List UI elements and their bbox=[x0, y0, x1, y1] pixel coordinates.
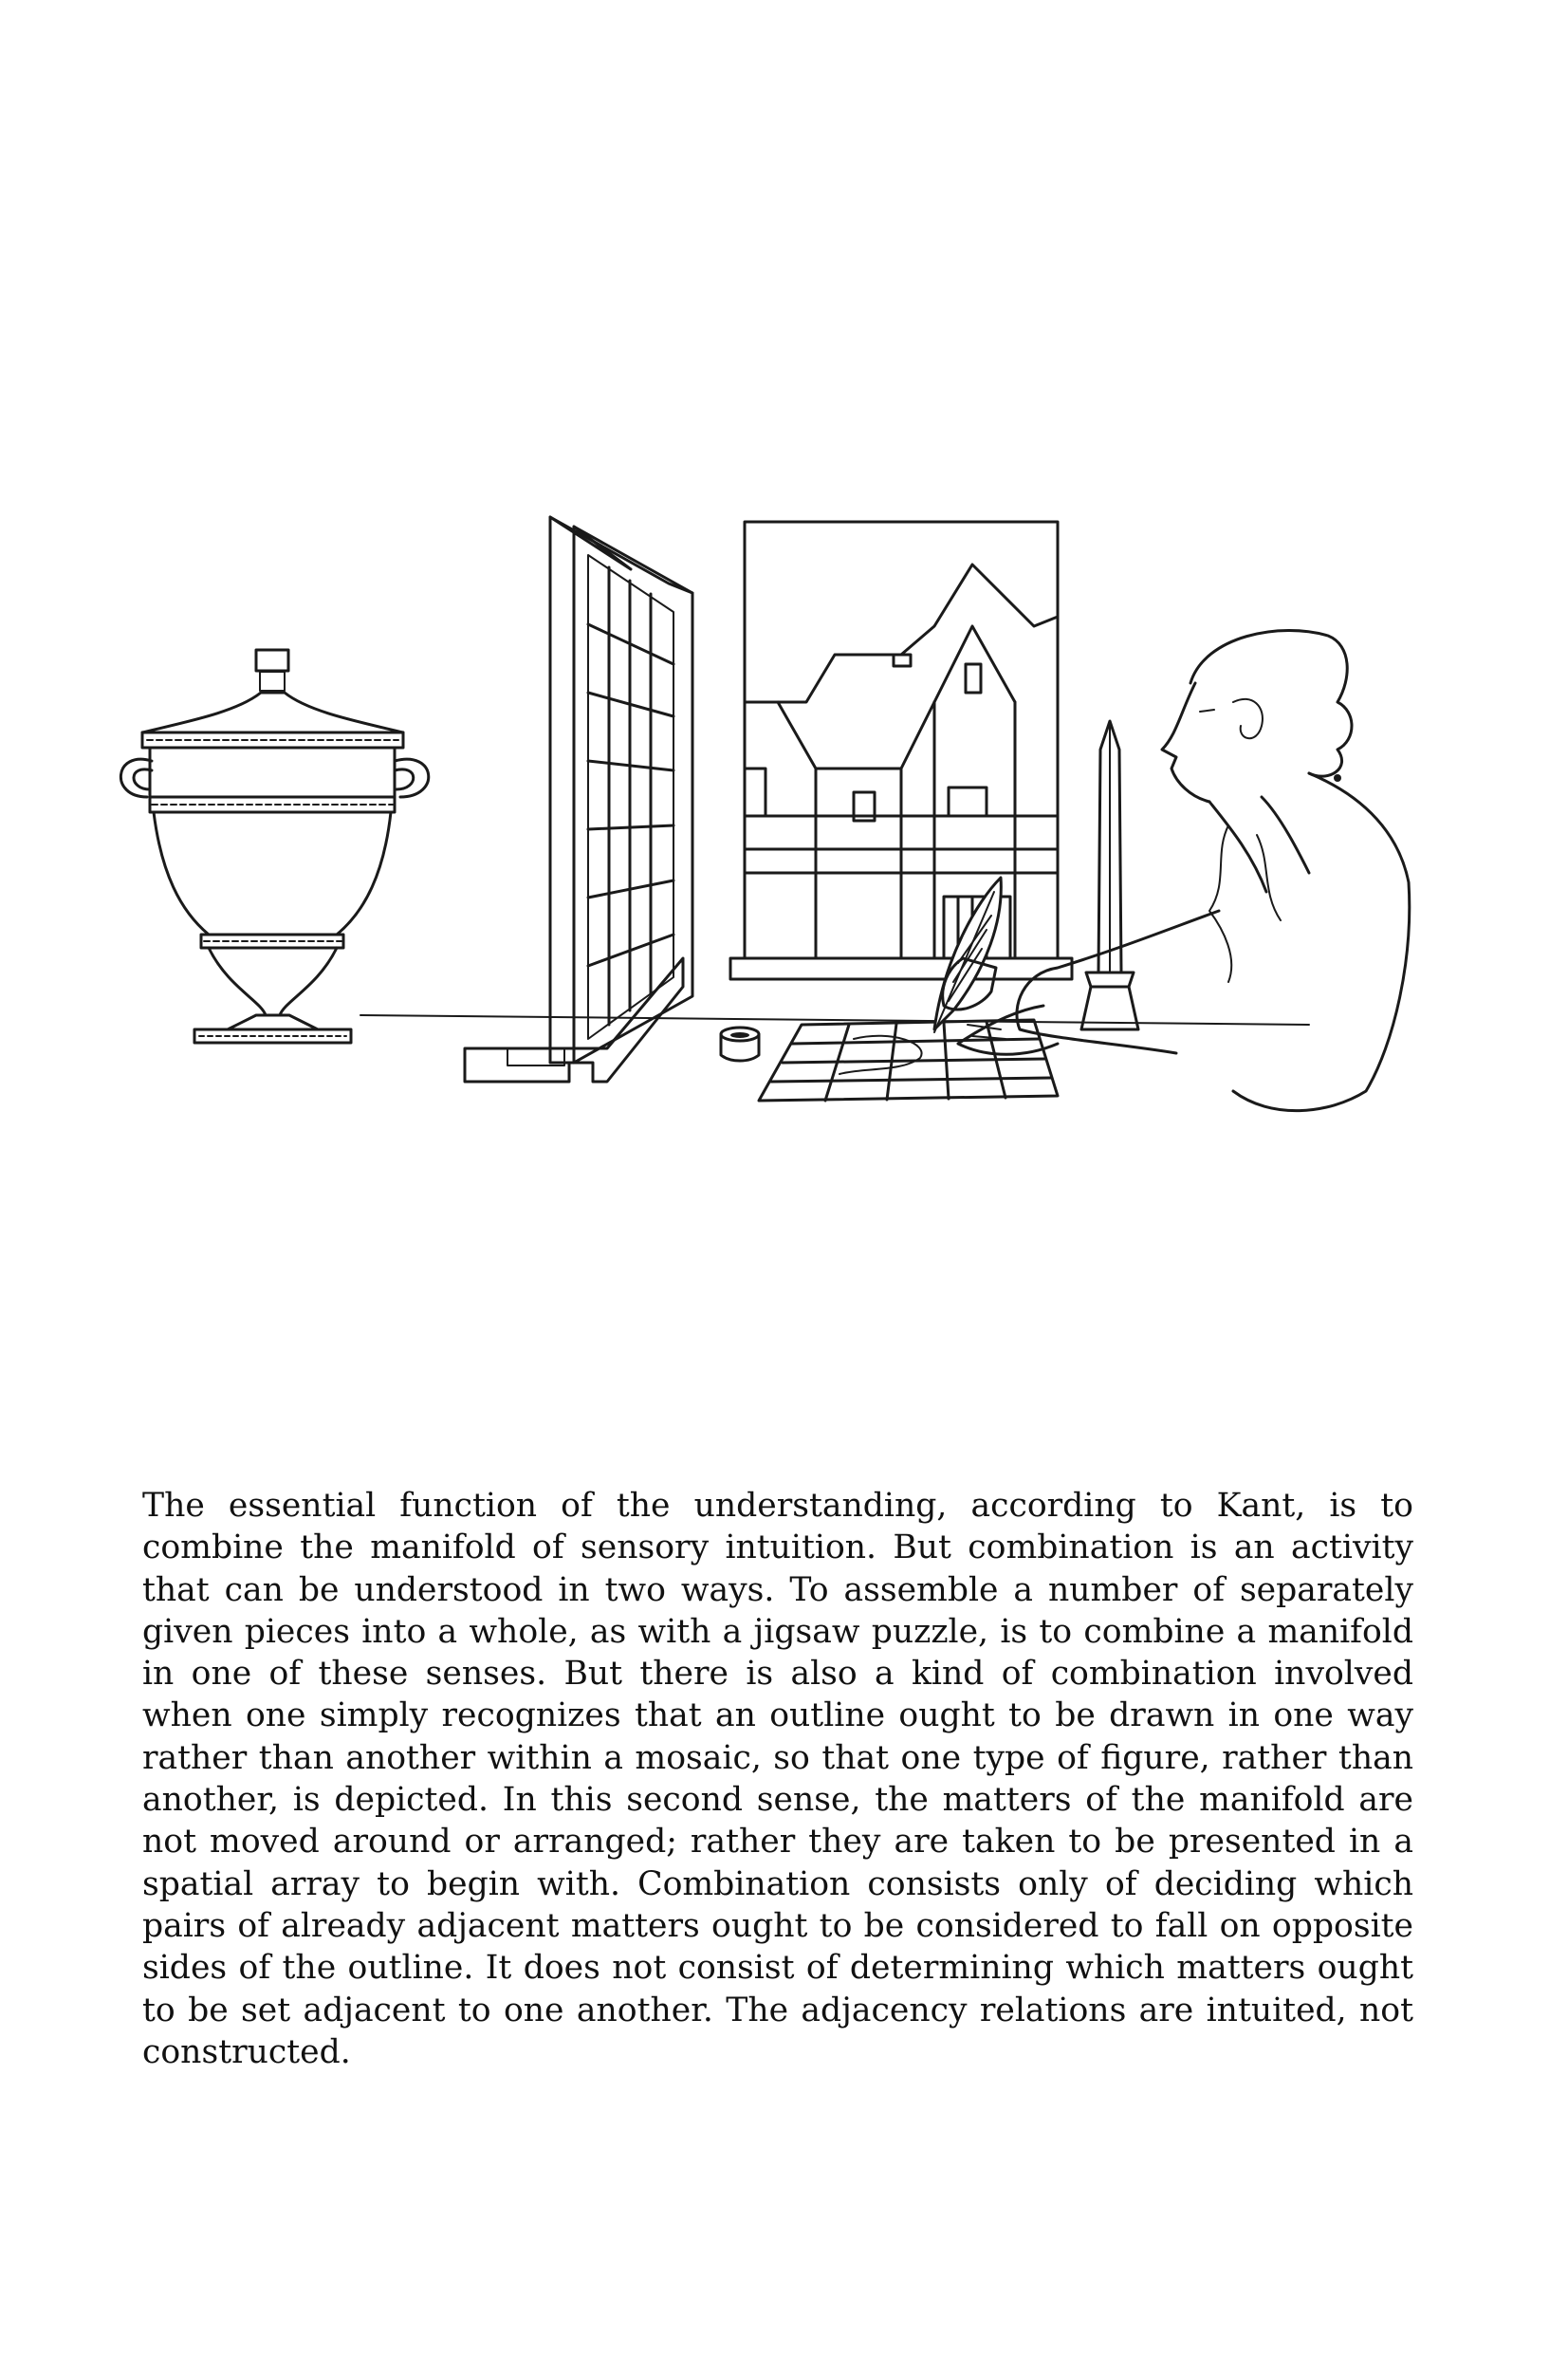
urn-handle-left bbox=[120, 759, 152, 797]
window-view bbox=[730, 522, 1072, 979]
illustration-svg bbox=[76, 512, 1451, 1176]
urn-neck bbox=[150, 748, 395, 797]
drawing-frame bbox=[465, 517, 692, 1082]
frame-grid bbox=[588, 567, 673, 1025]
man-face bbox=[1162, 683, 1209, 802]
line-drawing-illustration bbox=[76, 512, 1451, 1176]
urn-handle-right bbox=[395, 759, 429, 797]
frame-panel bbox=[550, 517, 631, 1063]
urn-body bbox=[154, 812, 391, 935]
man-arm bbox=[1017, 911, 1219, 1053]
urn bbox=[120, 650, 428, 1043]
gridded-paper bbox=[759, 1020, 1058, 1101]
houses bbox=[745, 565, 1058, 958]
inkwell bbox=[721, 1028, 759, 1061]
man-wig bbox=[1190, 630, 1352, 776]
window-sill bbox=[730, 958, 1072, 979]
urn-lid bbox=[142, 693, 403, 732]
man-collar bbox=[1209, 797, 1309, 892]
man-body bbox=[1233, 773, 1410, 1111]
urn-foot bbox=[228, 1015, 318, 1029]
urn-knob bbox=[256, 650, 288, 671]
body-paragraph: The essential function of the understanding, according to Kant, is to combine the manifold of sensory intuition. But combination is an activity that can be understood in two ways. To assemble a number of separately given pieces into a whole, as with a jigsaw puzzle, is to combine a manifold in one of these senses. But there is also a kind of combination involved when one simply recognizes that an outline ought to be drawn in one way rather than another within a mosaic, so that one type of figure, rather than another, is depicted. In this second sense, the matters of the manifold are not moved around or arranged; rather they are taken to be presented in a spatial array to begin with. Combination consists only of deciding which pairs of already adjacent matters ought to be considered to fall on opposite sides of the outline. It does not consist of determining which matters ought to be set adjacent to one another. The adjacency relations are intuited, not constructed. bbox=[142, 1487, 1413, 2071]
obelisk bbox=[1081, 721, 1138, 1029]
